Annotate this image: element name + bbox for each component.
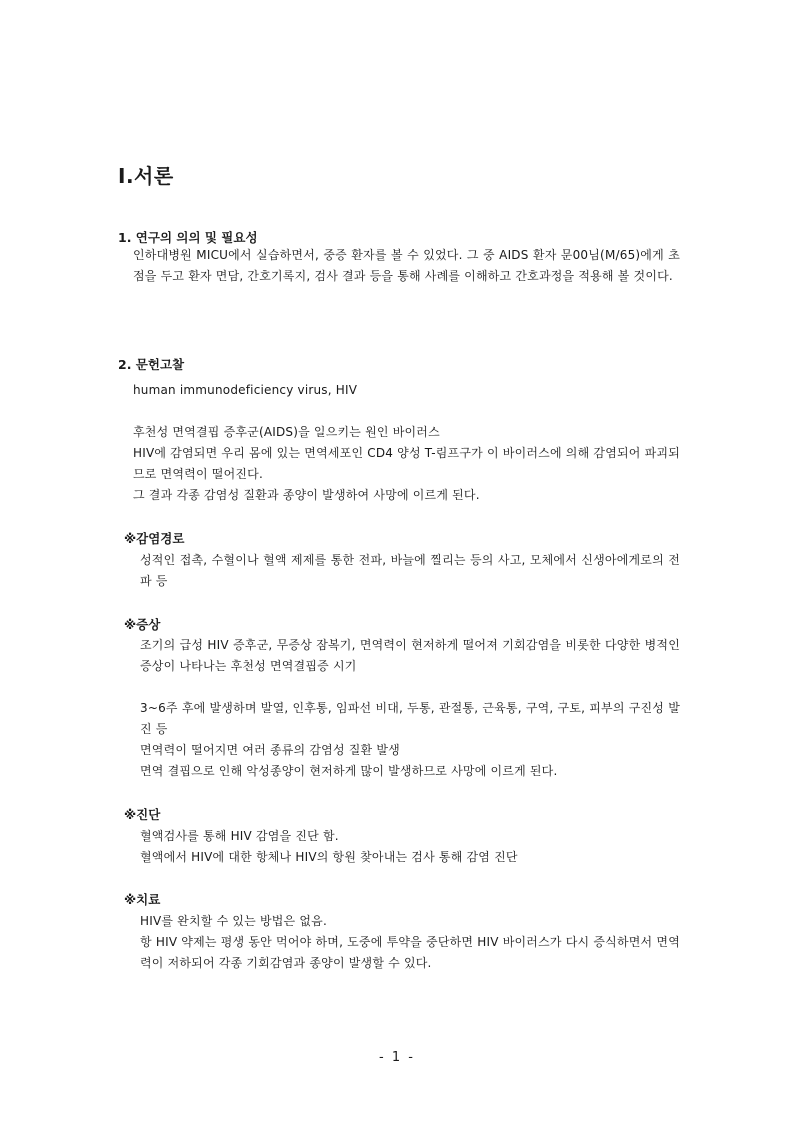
symptoms-line: 조기의 급성 HIV 증후군, 무증상 잠복기, 면역력이 현저하게 떨어져 기회감염을 비롯한 다양한 병적인 증상이 나타나는 후천성 면역결핍증 시기 [140, 638, 680, 673]
page-number: - 1 - [379, 1050, 415, 1065]
hiv-description-line: HIV에 감염되면 우리 몸에 있는 면역세포인 CD4 양성 T-림프구가 이 바이러스에 의해 감염되어 파괴되므로 면역력이 떨어진다. [133, 446, 680, 481]
diagnosis-line: 혈액에서 HIV에 대한 항체나 HIV의 항원 찾아내는 검사 통해 감염 진단 [140, 850, 518, 864]
symptoms-line: 3~6주 후에 발생하며 발열, 인후통, 임파선 비대, 두통, 관절통, 근육통, 구역, 구토, 피부의 구진성 발진 등 [140, 701, 680, 736]
diagnosis-body [140, 826, 680, 868]
treatment-line: HIV를 완치할 수 있는 방법은 없음. [140, 914, 327, 928]
chapter-heading: Ⅰ.서론 [118, 164, 174, 188]
symptoms-title: ※증상 [124, 617, 161, 632]
treatment-line: 항 HIV 약제는 평생 동안 먹어야 하며, 도중에 투약을 중단하면 HIV 바이러스가 다시 증식하면서 면역력이 저하되어 각종 기회감염과 종양이 발생할 수 있다. [140, 935, 680, 970]
hiv-full-name: human immunodeficiency virus, HIV [133, 383, 358, 397]
diagnosis-line: 혈액검사를 통해 HIV 감염을 진단 함. [140, 829, 339, 843]
route-line: 성적인 접촉, 수혈이나 혈액 제제를 통한 전파, 바늘에 찔리는 등의 사고, 모체에서 신생아에게로의 전파 등 [140, 553, 680, 588]
route-body [140, 550, 680, 592]
diagnosis-title: ※진단 [124, 807, 161, 822]
section-1-title: 1. 연구의 의의 및 필요성 [118, 230, 258, 245]
hiv-description-line: 그 결과 각종 감염성 질환과 종양이 발생하여 사망에 이르게 된다. [133, 488, 480, 502]
section-2-intro [133, 380, 680, 506]
symptoms-line: 면역 결핍으로 인해 악성종양이 현저하게 많이 발생하므로 사망에 이르게 된다. [140, 764, 558, 778]
route-title: ※감염경로 [124, 531, 185, 546]
section-2-title: 2. 문헌고찰 [118, 357, 185, 372]
section-1-paragraph: 인하대병원 MICU에서 실습하면서, 중증 환자를 볼 수 있었다. 그 중 AIDS 환자 문00님(M/65)에게 초점을 두고 환자 면담, 간호기록지, 검사 결과 등을 통해 사례를 이해하고 간호과정을 적용해 볼 것이다. [133, 248, 680, 283]
treatment-body [140, 911, 680, 974]
section-1-body [133, 245, 680, 287]
symptoms-line: 면역력이 떨어지면 여러 종류의 감염성 질환 발생 [140, 743, 400, 757]
treatment-title: ※치료 [124, 892, 161, 907]
symptoms-body [140, 635, 680, 782]
hiv-description-line: 후천성 면역결핍 증후군(AIDS)을 일으키는 원인 바이러스 [133, 425, 440, 439]
